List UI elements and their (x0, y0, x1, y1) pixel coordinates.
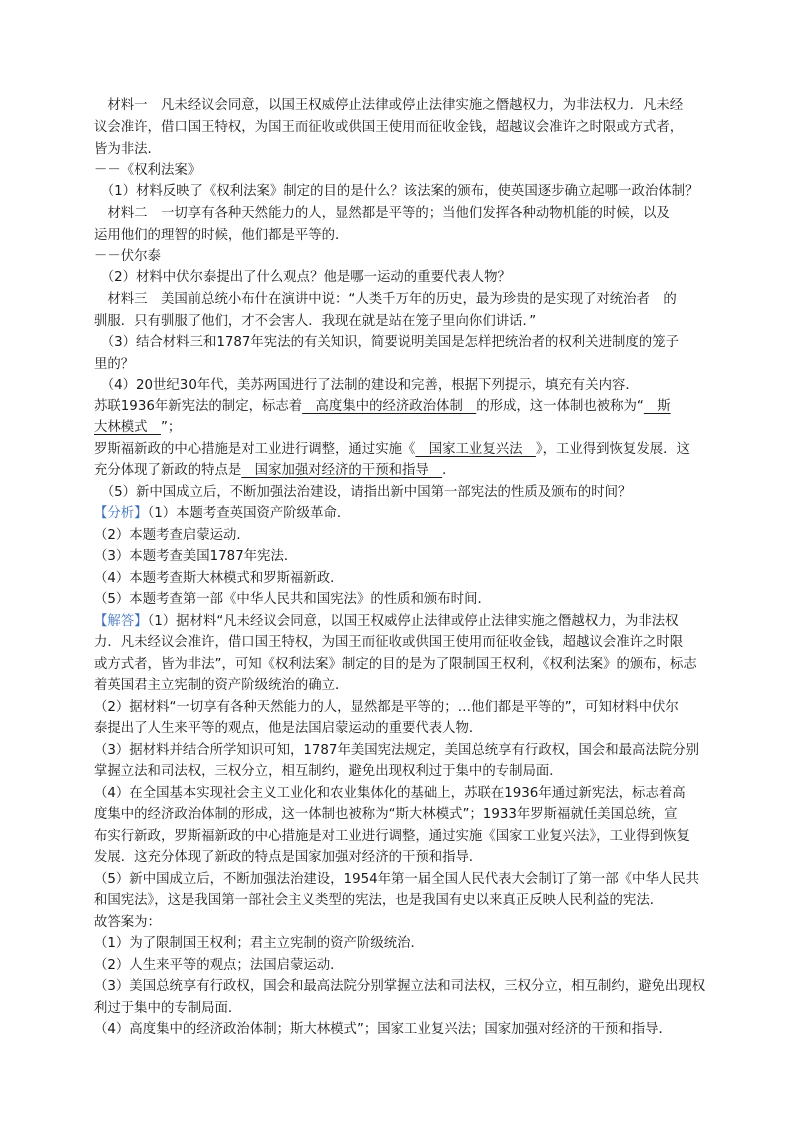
solution-text: （1）据材料“凡未经议会同意，以国王权威停止法律或停止法律实施之僭越权力，为非法权 (147, 614, 679, 629)
answer-2: （2）人生来平等的观点；法国启蒙运动． (94, 958, 344, 973)
q4-blank-answer: 斯 (643, 399, 671, 414)
solution-line-8: 掌握立法和司法权，三权分立，相互制约，避免出现权利过于集中的专制局面． (94, 764, 563, 779)
answer-1: （1）为了限制国王权利；君主立宪制的资产阶级统治． (94, 936, 424, 951)
solution-line-9: （4）在全国基本实现社会主义工业化和农业集体化的基础上，苏联在1936年通过新宪法，标志着高 (94, 786, 686, 801)
q4-text: 充分体现了新政的特点是 (94, 463, 242, 478)
q4-blank-answer: 国家工业复兴法 (415, 442, 536, 457)
analysis-line-5: （5）本题考查第一部《中华人民共和国宪法》的性质和颁布时间． (94, 592, 491, 607)
question-4-line-3 (94, 418, 181, 438)
analysis-line-3: （3）本题考查美国1787年宪法． (94, 549, 298, 564)
material-two-line-1: 材料二 一切享有各种天然能力的人，显然都是平等的；当他们发挥各种动物机能的时候，以及 (94, 206, 670, 221)
analysis-text: （1）本题考查英国资产阶级革命． (147, 506, 351, 521)
question-4-line-1: （4）20世纪30年代，美苏两国进行了法制的建设和完善，根据下列提示，填充有关内容． (94, 378, 639, 393)
q4-text: 苏联1936年新宪法的制定，标志着 (94, 399, 303, 414)
material-three-line-1: 材料三 美国前总统小布什在演讲中说：“人类千万年的历史，最为珍贵的是实现了对统治者 的 (94, 292, 677, 307)
question-1: （1）材料反映了《权利法案》制定的目的是什么？该法案的颁布，使英国逐步确立起哪一政治体制？ (94, 184, 699, 199)
answer-3-line-1: （3）美国总统享有行政权，国会和最高法院分别掌握立法和司法权，三权分立，相互制约，避免出现权 (94, 979, 706, 994)
analysis-line-2: （2）本题考查启蒙运动． (94, 528, 250, 543)
q4-text: ”； (160, 420, 182, 435)
question-4-line-5 (94, 461, 456, 481)
solution-line-6: 泰提出了人生来平等的观点，他是法国启蒙运动的重要代表人物． (94, 721, 483, 736)
material-one-source: －－《权利法案》 (94, 163, 202, 178)
solution-line-7: （3）据材料并结合所学知识可知，1787年美国宪法规定，美国总统享有行政权，国会和最高法院分别 (94, 743, 700, 758)
solution-tag: 【解答】 (94, 614, 148, 629)
q4-text: 》，工业得到恢复发展．这 (535, 442, 690, 457)
material-three-line-2: 驯服．只有驯服了他们，才不会害人．我现在就是站在笼子里向你们讲话．” (94, 314, 537, 329)
solution-line-3: 或方式者，皆为非法”，可知《权利法案》制定的目的是为了限制国王权利，《权利法案》的颁布，标志 (94, 657, 697, 672)
q4-text: 的形成，这一体制也被称为“ (476, 399, 644, 414)
analysis-line-1 (94, 504, 350, 524)
q4-blank-answer: 高度集中的经济政治体制 (302, 399, 477, 414)
solution-line-14: 和国宪法》，这是我国第一部社会主义类型的宪法，也是我国有史以来真正反映人民利益的宪法． (94, 893, 664, 908)
q4-text: ． (442, 463, 456, 478)
material-one-line-2: 议会准许，借口国王特权，为国王而征收或供国王使用而征收金钱，超越议会准许之时限或方式者， (94, 120, 684, 135)
question-3-line-2: 里的？ (94, 357, 135, 372)
q4-text: 罗斯福新政的中心措施是对工业进行调整，通过实施《 (94, 442, 416, 457)
solution-line-1 (94, 612, 679, 632)
q4-blank-answer: 大林模式 (94, 420, 161, 435)
question-5: （5）新中国成立后，不断加强法治建设，请指出新中国第一部宪法的性质及颁布的时间？ (94, 485, 632, 500)
analysis-line-4: （4）本题考查斯大林模式和罗斯福新政． (94, 571, 344, 586)
solution-line-4: 着英国君主立宪制的资产阶级统治的确立． (94, 678, 349, 693)
material-one-line-1: 材料一 凡未经议会同意，以国王权威停止法律或停止法律实施之僭越权力，为非法权力．凡未经 (94, 98, 684, 113)
question-2: （2）材料中伏尔泰提出了什么观点？他是哪一运动的重要代表人物？ (94, 270, 511, 285)
q4-blank-answer: 国家加强对经济的干预和指导 (241, 463, 443, 478)
answer-4: （4）高度集中的经济政治体制；斯大林模式”；国家工业复兴法；国家加强对经济的干预和指导． (94, 1022, 672, 1037)
answer-3-line-2: 利过于集中的专制局面． (94, 1001, 242, 1016)
solution-line-11: 布实行新政，罗斯福新政的中心措施是对工业进行调整，通过实施《国家工业复兴法》，工业得到恢复 (94, 829, 690, 844)
analysis-tag: 【分析】 (94, 506, 148, 521)
solution-line-13: （5）新中国成立后，不断加强法治建设，1954年第一届全国人民代表大会制订了第一部《中华人民共 (94, 872, 700, 887)
material-two-source: －－伏尔泰 (94, 249, 161, 264)
solution-line-12: 发展．这充分体现了新政的特点是国家加强对经济的干预和指导． (94, 850, 483, 865)
solution-line-2: 力．凡未经议会准许，借口国王特权，为国王而征收或供国王使用而征收金钱，超越议会准许之时限 (94, 635, 684, 650)
question-4-line-4 (94, 440, 690, 460)
answers-heading: 故答案为： (94, 915, 161, 930)
solution-line-10: 度集中的经济政治体制的形成，这一体制也被称为“斯大林模式”；1933年罗斯福就任美国总统，宣 (94, 807, 678, 822)
material-one-line-3: 皆为非法． (94, 142, 161, 157)
solution-line-5: （2）据材料“一切享有各种天然能力的人，显然都是平等的；…他们都是平等的”，可知材料中伏尔 (94, 700, 679, 715)
question-3-line-1: （3）结合材料三和1787年宪法的有关知识，简要说明美国是怎样把统治者的权利关进制度的笼子 (94, 335, 679, 350)
question-4-line-2 (94, 397, 671, 417)
material-two-line-2: 运用他们的理智的时候，他们都是平等的． (94, 228, 349, 243)
